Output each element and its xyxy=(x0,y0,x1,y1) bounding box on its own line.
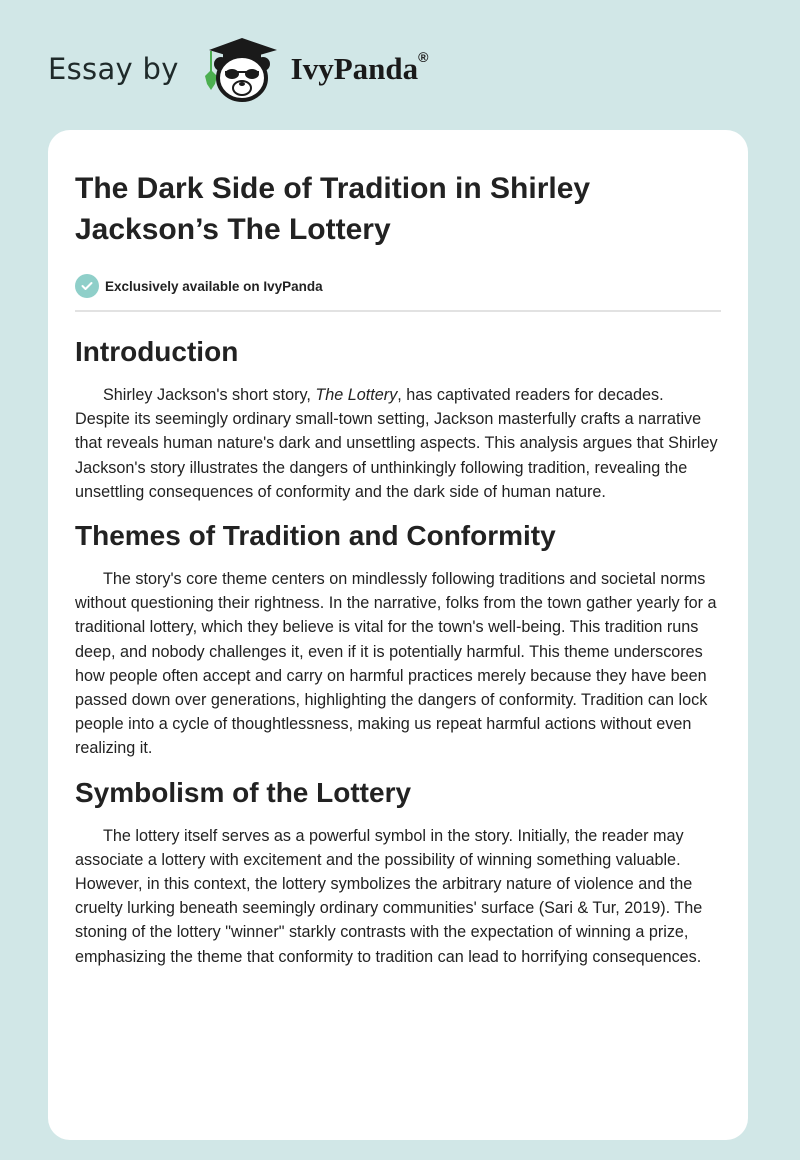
section-paragraph xyxy=(75,383,721,504)
text-run: Shirley Jackson's short story, xyxy=(103,386,316,404)
brand-name xyxy=(291,51,429,87)
text-run: , has captivated readers for decades. Despite its seemingly ordinary small-town setting, Jackson masterfully crafts a narrative that reveals human nature's dark and unsettling aspects. This analysis argues that Shirley Jackson's story illustrates the dangers of unthinkingly following tradition, revealing the unsettling consequences of conformity and the dark side of human nature. xyxy=(75,386,718,501)
section-heading: Introduction xyxy=(75,336,239,367)
section-paragraph: The lottery itself serves as a powerful symbol in the story. Initially, the reader may associate a lottery with excitement and the possibility of winning something valuable. However, in this context, the lottery symbolizes the arbitrary nature of violence and the cruelty lurking beneath seemingly ordinary communities' surface (Sari & Tur, 2019). The stoning of the lottery "winner" starkly contrasts with the expectation of winning a prize, emphasizing the theme that conformity to tradition can lead to horrifying consequences. xyxy=(75,826,703,966)
essay-by-label: Essay by xyxy=(48,52,179,86)
brand-header[interactable] xyxy=(48,34,428,104)
exclusive-badge xyxy=(75,274,721,298)
brand-text: IvyPanda xyxy=(290,51,419,86)
divider xyxy=(75,310,721,312)
section-heading: Symbolism of the Lottery xyxy=(75,776,412,808)
essay-card xyxy=(48,130,748,1140)
ivypanda-logo-icon xyxy=(199,34,285,104)
section-paragraph: The story's core theme centers on mindlessly following traditions and societal norms without questioning their rightness. In the narrative, folks from the town gather yearly for a traditional lottery, which they believe is vital for the town's well-being. This tradition runs deep, and nobody challenges it, even if it is potentially harmful. This theme underscores how people often accept and carry on harmful practices merely because they have been passed down over generations, highlighting the dangers of conformity. Tradition can lock people into a cycle of thoughtlessness, making us repeat harmful actions without even realizing it. xyxy=(75,570,717,758)
check-icon xyxy=(75,274,99,298)
registered-mark: ® xyxy=(418,49,429,65)
story-title-italic: The Lottery xyxy=(315,386,398,404)
section-heading: Themes of Tradition and Conformity xyxy=(75,520,556,552)
exclusive-label: Exclusively available on IvyPanda xyxy=(105,278,323,294)
essay-title: The Dark Side of Tradition in Shirley Jackson’s The Lottery xyxy=(75,172,591,246)
